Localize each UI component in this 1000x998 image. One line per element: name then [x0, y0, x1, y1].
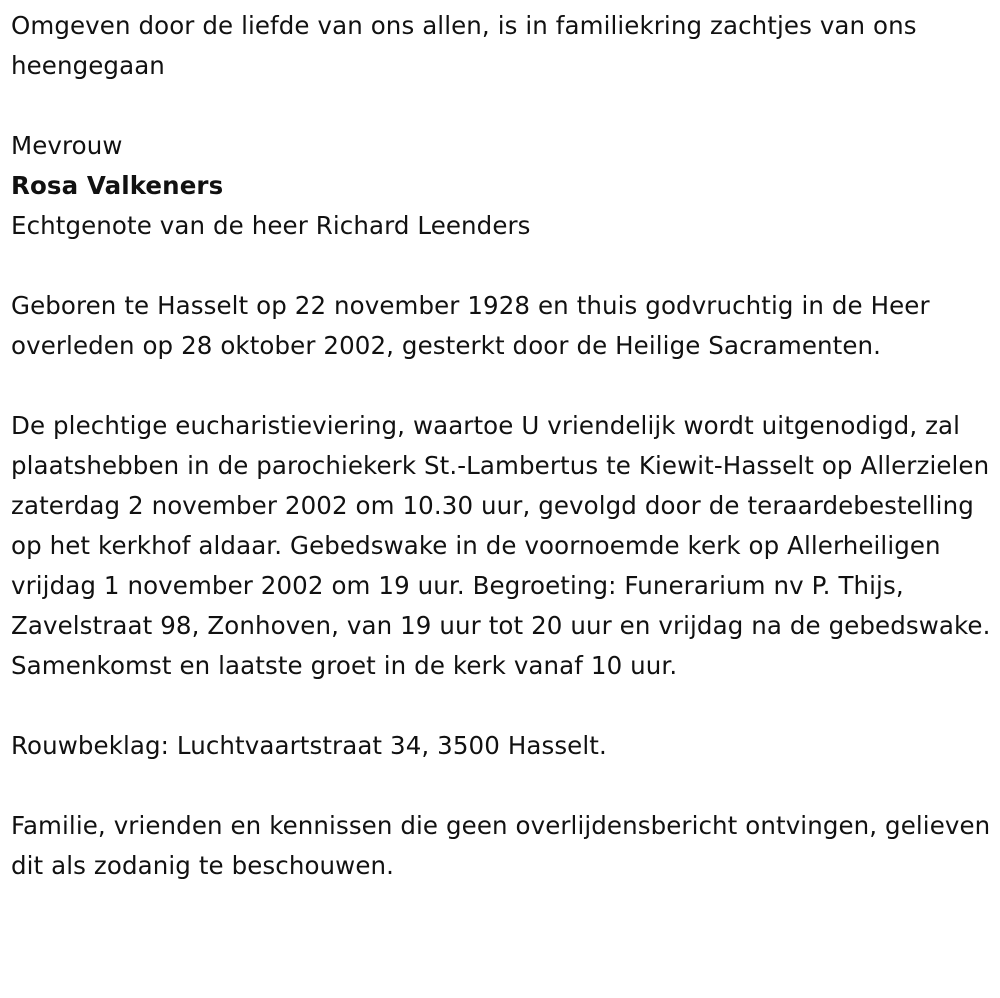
- spacer: [11, 86, 996, 126]
- spacer: [11, 686, 996, 726]
- spacer: [11, 366, 996, 406]
- ceremony-paragraph: De plechtige eucharistieviering, waartoe U vriendelijk wordt uitgenodigd, zal plaatshebben in de parochiekerk St.-Lambertus te Kiewit-Hasselt op Allerzielen zaterdag 2 november 2002 om 10.30 uur, gevolgd door de teraardebestelling op het kerkhof aldaar. Gebedswake in de voornoemde kerk op Allerheiligen vrijdag 1 november 2002 om 19 uur. Begroeting: Funerarium nv P. Thijs, Zavelstraat 98, Zonhoven, van 19 uur tot 20 uur en vrijdag na de gebedswake. Samenkomst en laatste groet in de kerk vanaf 10 uur.: [11, 411, 991, 680]
- closing-paragraph: Familie, vrienden en kennissen die geen overlijdensbericht ontvingen, gelieven dit als zodanig te beschouwen.: [11, 811, 991, 880]
- condolences-address: Rouwbeklag: Luchtvaartstraat 34, 3500 Hasselt.: [11, 731, 607, 760]
- obituary-notice: [11, 6, 996, 886]
- spacer: [11, 766, 996, 806]
- spacer: [11, 246, 996, 286]
- birth-death-paragraph: Geboren te Hasselt op 22 november 1928 en thuis godvruchtig in de Heer overleden op 28 oktober 2002, gesterkt door de Heilige Sacramenten.: [11, 291, 930, 360]
- spouse-line: Echtgenote van de heer Richard Leenders: [11, 211, 531, 240]
- salutation: Mevrouw: [11, 131, 123, 160]
- deceased-name: Rosa Valkeners: [11, 171, 224, 200]
- intro-text: Omgeven door de liefde van ons allen, is in familiekring zachtjes van ons heengegaan: [11, 11, 917, 80]
